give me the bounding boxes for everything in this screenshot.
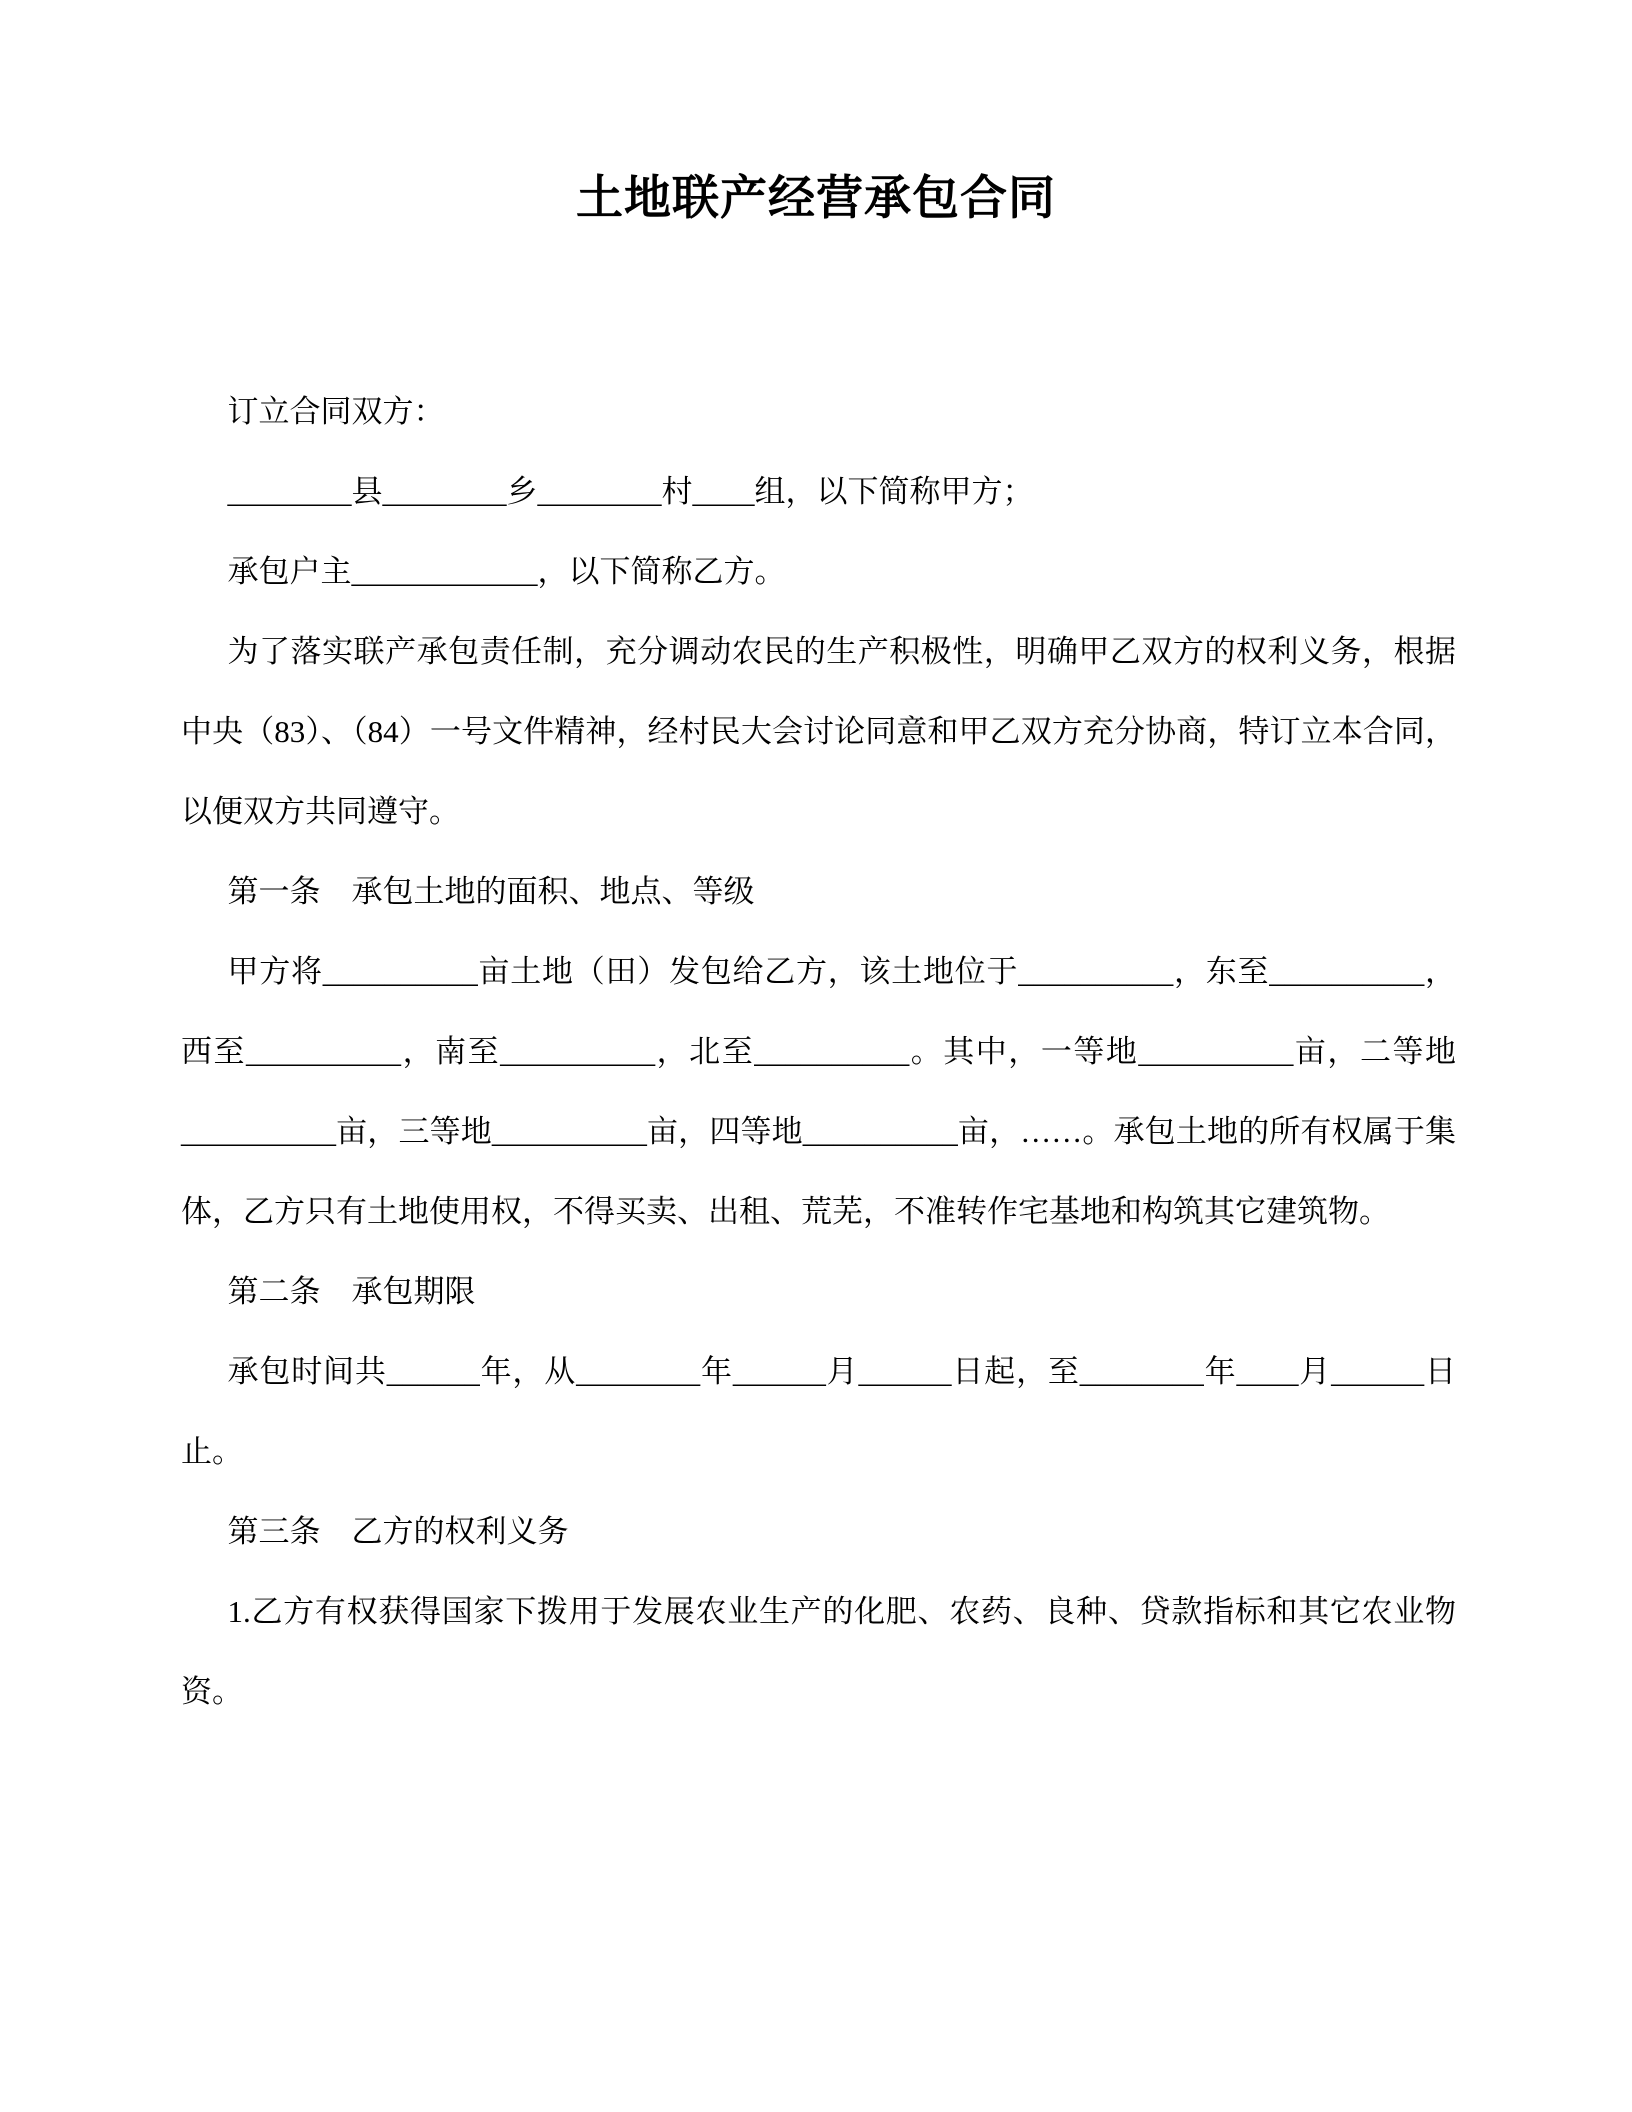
paragraph-3: 承包户主____________，以下简称乙方。: [227, 554, 786, 589]
paragraph-10: 1.乙方有权获得国家下拨用于发展农业生产的化肥、农药、良种、贷款指标和其它农业物资。: [181, 1594, 1456, 1709]
paragraph-6: 甲方将__________亩土地（田）发包给乙方，该土地位于__________，东至__________，西至__________，南至__________，北至__________。其中，一等地__________亩，二等地__________亩，三等地__________亩，四等地__________亩，……。承包土地的所有权属于集体，乙方只有土地使用权，不得买卖、出租、荒芜，不准转作宅基地和构筑其它建筑物。: [181, 954, 1456, 1229]
paragraph-2: ________县________乡________村____组，以下简称甲方；: [227, 474, 1034, 509]
paragraph-9: 第三条 乙方的权利义务: [227, 1514, 569, 1549]
paragraph-5: 第一条 承包土地的面积、地点、等级: [227, 874, 755, 909]
document-title: 土地联产经营承包合同: [576, 171, 1056, 224]
paragraph-7: 第二条 承包期限: [227, 1274, 476, 1309]
paragraph-4: 为了落实联产承包责任制，充分调动农民的生产积极性，明确甲乙双方的权利义务，根据中央（83）、（84）一号文件精神，经村民大会讨论同意和甲乙双方充分协商，特订立本合同，以便双方共同遵守。: [181, 634, 1456, 829]
document-body: [181, 372, 1456, 1732]
paragraph-1: 订立合同双方：: [227, 394, 445, 429]
paragraph-8: 承包时间共______年，从________年______月______日起，至________年____月______日止。: [181, 1354, 1456, 1469]
